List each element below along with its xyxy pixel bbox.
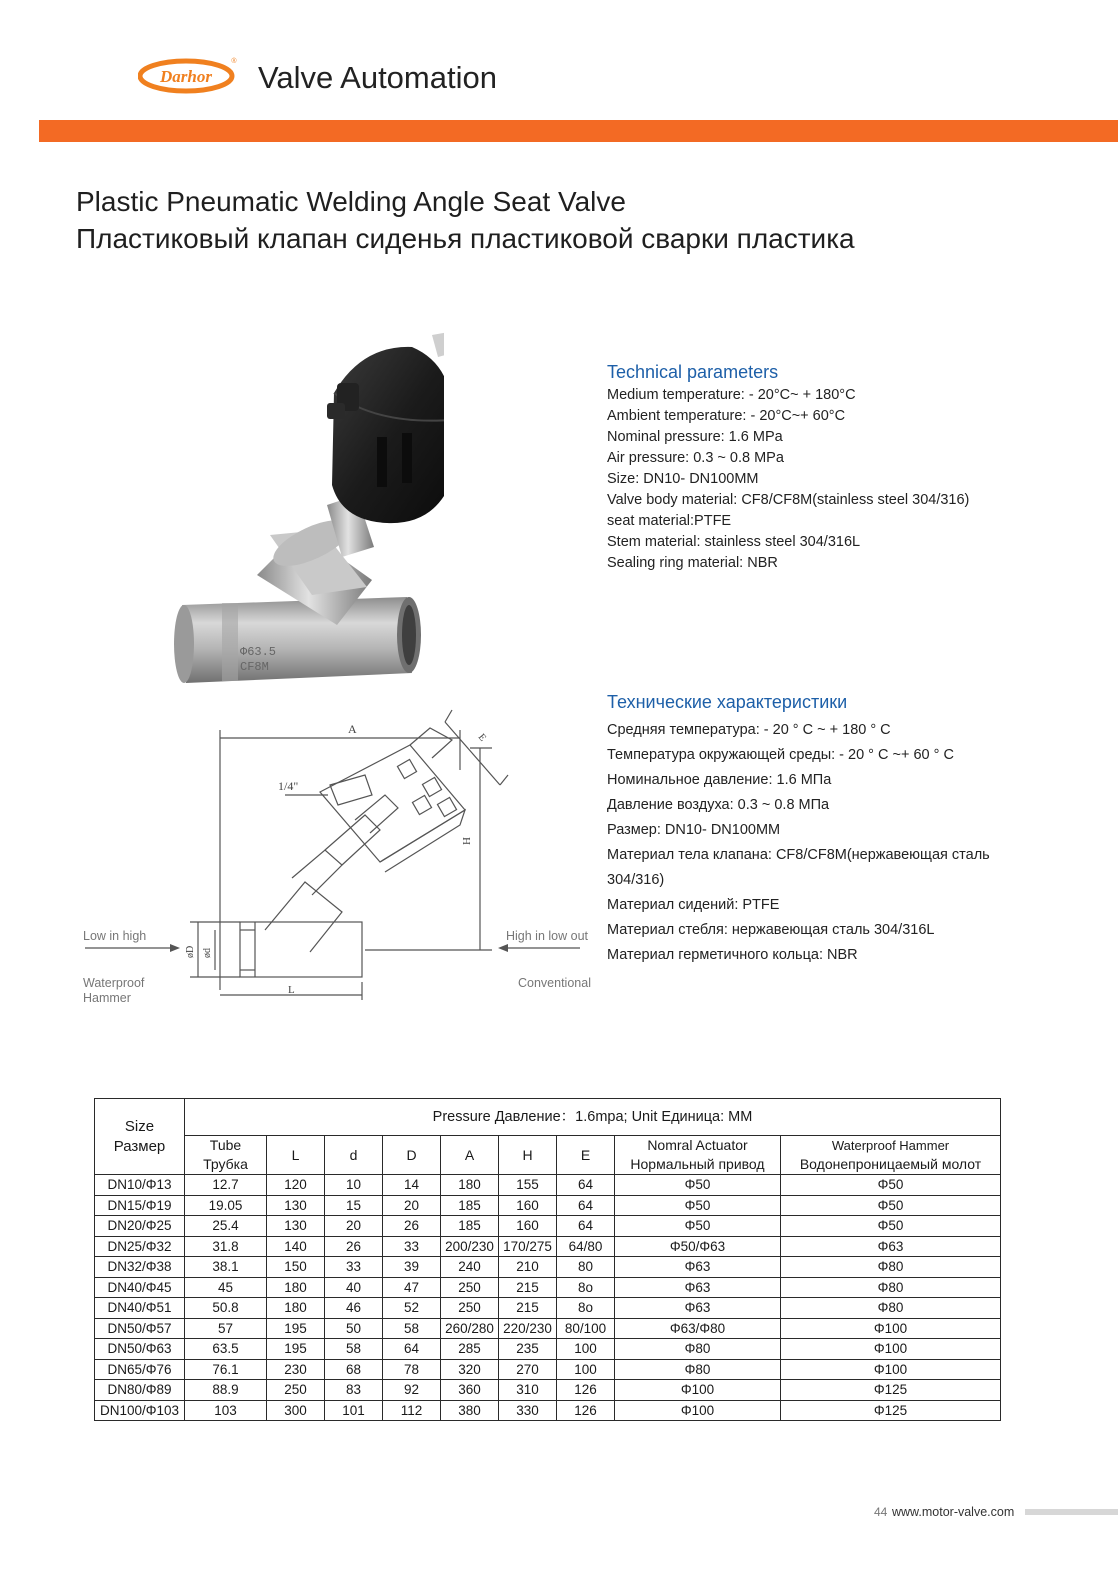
table-cell: 80 bbox=[557, 1257, 615, 1278]
table-cell: Φ125 bbox=[781, 1400, 1001, 1421]
table-cell: 38.1 bbox=[185, 1257, 267, 1278]
table-cell: 380 bbox=[441, 1400, 499, 1421]
table-cell: 120 bbox=[267, 1175, 325, 1196]
table-cell: Φ80 bbox=[781, 1257, 1001, 1278]
table-cell: 140 bbox=[267, 1236, 325, 1257]
table-cell: 63.5 bbox=[185, 1339, 267, 1360]
table-cell: Φ80 bbox=[615, 1359, 781, 1380]
right-variant-label: Conventional bbox=[518, 976, 591, 990]
spec-ru-item: Средняя температура: - 20 ° C ~ + 180 ° C bbox=[607, 722, 891, 738]
table-cell: 101 bbox=[325, 1400, 383, 1421]
table-cell: 25.4 bbox=[185, 1216, 267, 1237]
table-cell: DN10/Φ13 bbox=[95, 1175, 185, 1196]
spec-en-item: seat material:PTFE bbox=[607, 513, 732, 529]
spec-en-item: Stem material: stainless steel 304/316L bbox=[607, 534, 861, 550]
table-cell: Φ63 bbox=[615, 1277, 781, 1298]
table-cell: Φ50 bbox=[615, 1216, 781, 1237]
table-row bbox=[95, 1400, 1001, 1421]
table-cell: 8o bbox=[557, 1298, 615, 1319]
table-row bbox=[95, 1216, 1001, 1237]
footer-url[interactable]: www.motor-valve.com bbox=[892, 1505, 1015, 1519]
table-cell: 270 bbox=[499, 1359, 557, 1380]
table-cell: 260/280 bbox=[441, 1318, 499, 1339]
dimension-table bbox=[94, 1098, 1001, 1421]
table-row bbox=[95, 1298, 1001, 1319]
table-cell: Φ63 bbox=[615, 1298, 781, 1319]
table-cell: 15 bbox=[325, 1195, 383, 1216]
table-cell: 126 bbox=[557, 1380, 615, 1401]
table-cell: 180 bbox=[267, 1298, 325, 1319]
table-cell: 64 bbox=[383, 1339, 441, 1360]
table-cell: 180 bbox=[267, 1277, 325, 1298]
valve-product-photo bbox=[162, 325, 444, 695]
spec-ru-item: Давление воздуха: 0.3 ~ 0.8 МПа bbox=[607, 797, 830, 813]
table-cell: 20 bbox=[383, 1195, 441, 1216]
table-cell: 285 bbox=[441, 1339, 499, 1360]
left-variant-line2: Hammer bbox=[83, 991, 131, 1005]
table-cell: Φ80 bbox=[781, 1277, 1001, 1298]
table-cell: Φ100 bbox=[615, 1400, 781, 1421]
dim-a-label: A bbox=[348, 722, 357, 736]
table-cell: 50.8 bbox=[185, 1298, 267, 1319]
table-cell: 215 bbox=[499, 1298, 557, 1319]
spec-ru-item: Размер: DN10- DN100MM bbox=[607, 822, 781, 838]
size-header bbox=[95, 1099, 185, 1175]
table-cell: 26 bbox=[383, 1216, 441, 1237]
table-cell: 64 bbox=[557, 1195, 615, 1216]
table-cell: 78 bbox=[383, 1359, 441, 1380]
spec-en-item: Ambient temperature: - 20°C~+ 60°C bbox=[607, 408, 846, 424]
product-title-ru: Пластиковый клапан сиденья пластиковой сварки пластика bbox=[76, 223, 855, 254]
spec-ru-item: Номинальное давление: 1.6 МПа bbox=[607, 772, 832, 788]
table-cell: 310 bbox=[499, 1380, 557, 1401]
table-cell: Φ63 bbox=[615, 1257, 781, 1278]
table-cell: 130 bbox=[267, 1216, 325, 1237]
dim-outer-d-label: øD bbox=[185, 945, 196, 958]
spec-en-item: Air pressure: 0.3 ~ 0.8 MPa bbox=[607, 450, 784, 466]
dim-h-label: H bbox=[461, 837, 473, 845]
table-cell: DN100/Φ103 bbox=[95, 1400, 185, 1421]
table-cell: 64 bbox=[557, 1216, 615, 1237]
spec-en-item: Nominal pressure: 1.6 MPa bbox=[607, 429, 783, 445]
left-variant-line1: Waterproof bbox=[83, 976, 145, 990]
port-size-label: 1/4" bbox=[278, 779, 299, 793]
table-cell: 14 bbox=[383, 1175, 441, 1196]
col-l-header: L bbox=[267, 1136, 325, 1175]
size-header-ru: Размер bbox=[113, 1137, 166, 1155]
spec-en-item: Size: DN10- DN100MM bbox=[607, 471, 759, 487]
spec-ru-item: Материал стебля: нержавеющая сталь 304/316L bbox=[607, 922, 935, 938]
table-cell: Φ50 bbox=[615, 1175, 781, 1196]
actuator-header-ru: Нормальный привод bbox=[630, 1156, 765, 1172]
table-cell: 88.9 bbox=[185, 1380, 267, 1401]
table-cell: 92 bbox=[383, 1380, 441, 1401]
table-cell: DN15/Φ19 bbox=[95, 1195, 185, 1216]
col-h-header: H bbox=[499, 1136, 557, 1175]
table-cell: 58 bbox=[383, 1318, 441, 1339]
header-accent-bar bbox=[39, 120, 1118, 142]
table-cell: DN65/Φ76 bbox=[95, 1359, 185, 1380]
table-cell: Φ80 bbox=[781, 1298, 1001, 1319]
table-cell: 68 bbox=[325, 1359, 383, 1380]
technical-parameters-list bbox=[607, 385, 1077, 574]
table-cell: 230 bbox=[267, 1359, 325, 1380]
table-row bbox=[95, 1380, 1001, 1401]
table-cell: 300 bbox=[267, 1400, 325, 1421]
table-cell: DN80/Φ89 bbox=[95, 1380, 185, 1401]
pressure-caption: Pressure Давление：1.6mpa; Unit Единица: MM bbox=[185, 1099, 1001, 1136]
table-row bbox=[95, 1257, 1001, 1278]
spec-en-item: Medium temperature: - 20°C~ + 180°C bbox=[607, 387, 856, 403]
spec-ru-item: Материал сидений: PTFE bbox=[607, 897, 780, 913]
tube-header-en: Tube bbox=[209, 1137, 242, 1153]
table-cell: Φ50 bbox=[615, 1195, 781, 1216]
table-cell: 50 bbox=[325, 1318, 383, 1339]
table-cell: DN50/Φ57 bbox=[95, 1318, 185, 1339]
technical-characteristics-heading: Технические характеристики bbox=[607, 692, 848, 712]
product-title-en: Plastic Pneumatic Welding Angle Seat Valve bbox=[76, 186, 626, 217]
photo-marking-1: Φ63.5 bbox=[240, 645, 277, 659]
hammer-header bbox=[781, 1136, 1001, 1175]
table-cell: 31.8 bbox=[185, 1236, 267, 1257]
darhor-logo bbox=[138, 56, 238, 94]
table-row bbox=[95, 1277, 1001, 1298]
spec-ru-item: Материал тела клапана: CF8/CF8M(нержавеющая сталь 304/316) bbox=[607, 847, 990, 888]
table-cell: 40 bbox=[325, 1277, 383, 1298]
table-cell: Φ50 bbox=[781, 1175, 1001, 1196]
actuator-header bbox=[615, 1136, 781, 1175]
table-cell: Φ100 bbox=[781, 1359, 1001, 1380]
table-cell: Φ100 bbox=[781, 1339, 1001, 1360]
table-row bbox=[95, 1236, 1001, 1257]
table-cell: 170/275 bbox=[499, 1236, 557, 1257]
brand-title: Valve Automation bbox=[258, 60, 497, 95]
table-cell: 320 bbox=[441, 1359, 499, 1380]
table-cell: 26 bbox=[325, 1236, 383, 1257]
dim-e-label: E bbox=[475, 731, 489, 744]
table-cell: 240 bbox=[441, 1257, 499, 1278]
table-cell: 210 bbox=[499, 1257, 557, 1278]
table-cell: 330 bbox=[499, 1400, 557, 1421]
table-cell: 19.05 bbox=[185, 1195, 267, 1216]
table-cell: 33 bbox=[383, 1236, 441, 1257]
table-cell: 150 bbox=[267, 1257, 325, 1278]
table-row bbox=[95, 1195, 1001, 1216]
table-cell: Φ80 bbox=[615, 1339, 781, 1360]
table-cell: 185 bbox=[441, 1216, 499, 1237]
table-cell: DN20/Φ25 bbox=[95, 1216, 185, 1237]
table-cell: 195 bbox=[267, 1318, 325, 1339]
table-cell: Φ63 bbox=[781, 1236, 1001, 1257]
spec-en-item: Sealing ring material: NBR bbox=[607, 555, 778, 571]
table-cell: 64/80 bbox=[557, 1236, 615, 1257]
table-cell: DN40/Φ51 bbox=[95, 1298, 185, 1319]
table-row bbox=[95, 1359, 1001, 1380]
actuator-header-en: Nomral Actuator bbox=[647, 1137, 748, 1153]
table-cell: 58 bbox=[325, 1339, 383, 1360]
hammer-header-en: Waterproof Hammer bbox=[831, 1138, 950, 1153]
table-cell: 360 bbox=[441, 1380, 499, 1401]
dim-inner-d-label: ød bbox=[202, 948, 213, 958]
table-cell: Φ63/Φ80 bbox=[615, 1318, 781, 1339]
table-cell: 47 bbox=[383, 1277, 441, 1298]
tube-header-ru: Трубка bbox=[203, 1156, 248, 1172]
table-cell: 160 bbox=[499, 1216, 557, 1237]
table-cell: 57 bbox=[185, 1318, 267, 1339]
table-cell: DN50/Φ63 bbox=[95, 1339, 185, 1360]
spec-ru-item: Материал герметичного кольца: NBR bbox=[607, 947, 858, 963]
technical-parameters-heading: Technical parameters bbox=[607, 362, 779, 382]
photo-marking-2: CF8M bbox=[240, 660, 269, 674]
table-cell: 155 bbox=[499, 1175, 557, 1196]
table-cell: 83 bbox=[325, 1380, 383, 1401]
table-cell: 12.7 bbox=[185, 1175, 267, 1196]
table-cell: Φ100 bbox=[781, 1318, 1001, 1339]
table-cell: 112 bbox=[383, 1400, 441, 1421]
table-cell: 45 bbox=[185, 1277, 267, 1298]
table-cell: DN32/Φ38 bbox=[95, 1257, 185, 1278]
col-d-header: D bbox=[383, 1136, 441, 1175]
table-row bbox=[95, 1175, 1001, 1196]
spec-en-item: Valve body material: CF8/CF8M(stainless steel 304/316) bbox=[607, 492, 970, 508]
table-cell: DN25/Φ32 bbox=[95, 1236, 185, 1257]
table-cell: 64 bbox=[557, 1175, 615, 1196]
table-cell: 250 bbox=[441, 1298, 499, 1319]
table-row bbox=[95, 1339, 1001, 1360]
table-cell: Φ125 bbox=[781, 1380, 1001, 1401]
table-cell: 39 bbox=[383, 1257, 441, 1278]
table-cell: 250 bbox=[267, 1380, 325, 1401]
table-cell: 215 bbox=[499, 1277, 557, 1298]
dimension-table-body bbox=[95, 1175, 1001, 1421]
col-small-d-header: d bbox=[325, 1136, 383, 1175]
logo-text: Darhor bbox=[160, 67, 212, 86]
table-cell: 10 bbox=[325, 1175, 383, 1196]
table-cell: 200/230 bbox=[441, 1236, 499, 1257]
table-row bbox=[95, 1318, 1001, 1339]
table-cell: 235 bbox=[499, 1339, 557, 1360]
table-cell: 180 bbox=[441, 1175, 499, 1196]
size-header-en: Size bbox=[124, 1117, 155, 1135]
table-cell: 103 bbox=[185, 1400, 267, 1421]
technical-characteristics-list bbox=[607, 718, 1027, 968]
table-cell: Φ50 bbox=[781, 1195, 1001, 1216]
footer-bar bbox=[1025, 1509, 1118, 1515]
table-cell: 52 bbox=[383, 1298, 441, 1319]
table-cell: 220/230 bbox=[499, 1318, 557, 1339]
table-cell: 185 bbox=[441, 1195, 499, 1216]
table-cell: 33 bbox=[325, 1257, 383, 1278]
table-cell: 160 bbox=[499, 1195, 557, 1216]
tube-header bbox=[185, 1136, 267, 1175]
table-cell: 46 bbox=[325, 1298, 383, 1319]
valve-dimension-drawing bbox=[80, 700, 595, 1025]
left-flow-label: Low in high bbox=[83, 929, 147, 943]
table-cell: 80/100 bbox=[557, 1318, 615, 1339]
hammer-header-ru: Водонепроницаемый молот bbox=[799, 1156, 982, 1172]
col-e-header: E bbox=[557, 1136, 615, 1175]
table-cell: 100 bbox=[557, 1359, 615, 1380]
table-cell: 195 bbox=[267, 1339, 325, 1360]
table-cell: 130 bbox=[267, 1195, 325, 1216]
col-a-header: A bbox=[441, 1136, 499, 1175]
table-cell: Φ50/Φ63 bbox=[615, 1236, 781, 1257]
registered-mark: ® bbox=[231, 58, 237, 65]
table-cell: 20 bbox=[325, 1216, 383, 1237]
table-cell: 76.1 bbox=[185, 1359, 267, 1380]
page-number: 44 bbox=[874, 1505, 888, 1519]
table-cell: 8o bbox=[557, 1277, 615, 1298]
table-cell: Φ50 bbox=[781, 1216, 1001, 1237]
right-flow-label: High in low out bbox=[506, 929, 588, 943]
table-cell: 250 bbox=[441, 1277, 499, 1298]
table-cell: 100 bbox=[557, 1339, 615, 1360]
table-cell: DN40/Φ45 bbox=[95, 1277, 185, 1298]
table-cell: Φ100 bbox=[615, 1380, 781, 1401]
spec-ru-item: Температура окружающей среды: - 20 ° C ~+ 60 ° C bbox=[607, 747, 954, 763]
dim-l-label: L bbox=[288, 984, 295, 996]
table-cell: 126 bbox=[557, 1400, 615, 1421]
